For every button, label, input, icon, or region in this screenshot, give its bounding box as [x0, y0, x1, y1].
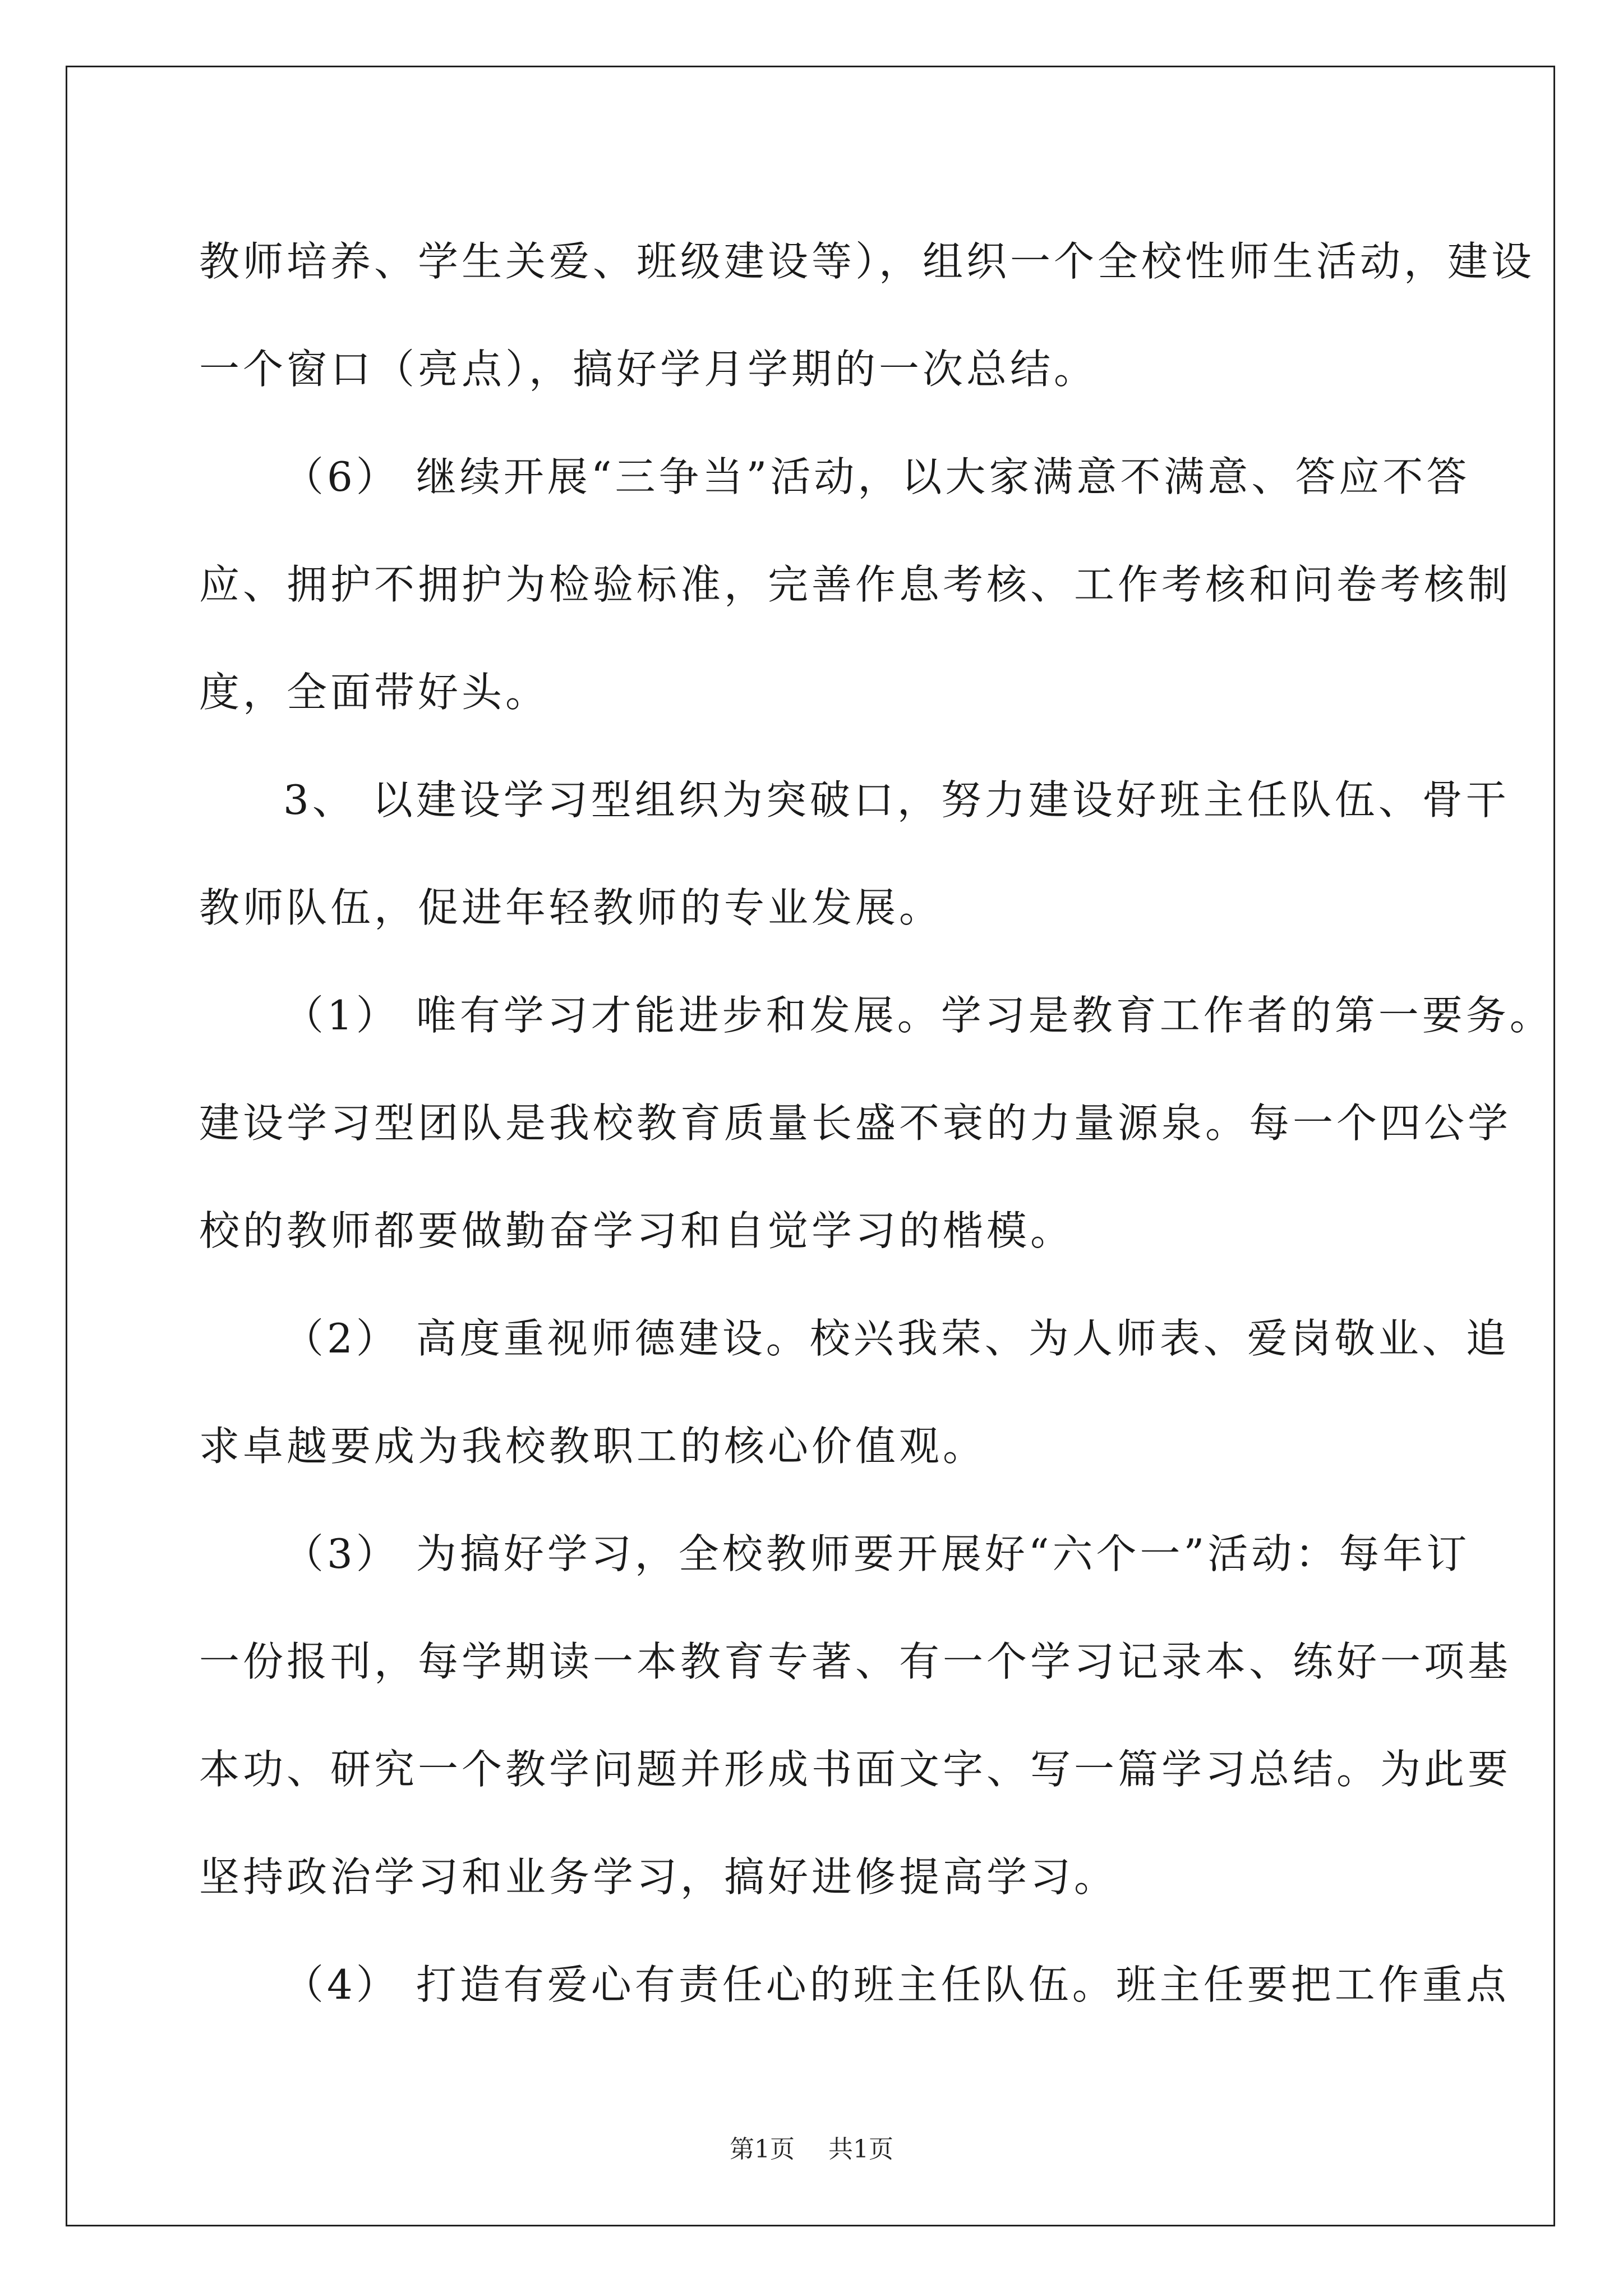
text-line: 教师培养、学生关爱、班级建设等），组织一个全校性师生活动，建设: [199, 238, 1536, 285]
text-line: （2） 高度重视师德建设。校兴我荣、为人师表、爱岗敬业、追: [283, 1315, 1510, 1362]
page-total: 共1页: [828, 2135, 893, 2164]
text-line: 坚持政治学习和业务学习，搞好进修提高学习。: [199, 1853, 1118, 1901]
text-line: 3、 以建设学习型组织为突破口，努力建设好班主任队伍、骨干: [283, 776, 1510, 823]
page-number: 第1页: [730, 2135, 795, 2164]
text-line: 一个窗口（亮点），搞好学月学期的一次总结。: [199, 346, 1098, 393]
text-line: 求卓越要成为我校教职工的核心价值观。: [199, 1423, 987, 1470]
text-line: 校的教师都要做勤奋学习和自觉学习的楷模。: [199, 1207, 1075, 1254]
text-line: 度，全面带好头。: [199, 669, 550, 716]
text-line: 教师队伍，促进年轻教师的专业发展。: [199, 884, 943, 931]
text-line: （1） 唯有学习才能进步和发展。学习是教育工作者的第一要务。: [283, 992, 1553, 1039]
text-line: 建设学习型团队是我校教育质量长盛不衰的力量源泉。每一个四公学: [199, 1099, 1512, 1147]
text-line: （3） 为搞好学习，全校教师要开展好“六个一”活动：每年订: [283, 1530, 1470, 1577]
document-body: [199, 208, 1553, 2039]
text-line: （6） 继续开展“三争当”活动，以大家满意不满意、答应不答: [283, 453, 1470, 500]
text-line: （4） 打造有爱心有责任心的班主任队伍。班主任要把工作重点: [283, 1961, 1510, 2008]
page-footer: [0, 2129, 1623, 2165]
text-line: 本功、研究一个教学问题并形成书面文字、写一篇学习总结。为此要: [199, 1746, 1512, 1793]
text-line: 一份报刊，每学期读一本教育专著、有一个学习记录本、练好一项基: [199, 1638, 1512, 1685]
text-line: 应、拥护不拥护为检验标准，完善作息考核、工作考核和问卷考核制: [199, 561, 1512, 608]
